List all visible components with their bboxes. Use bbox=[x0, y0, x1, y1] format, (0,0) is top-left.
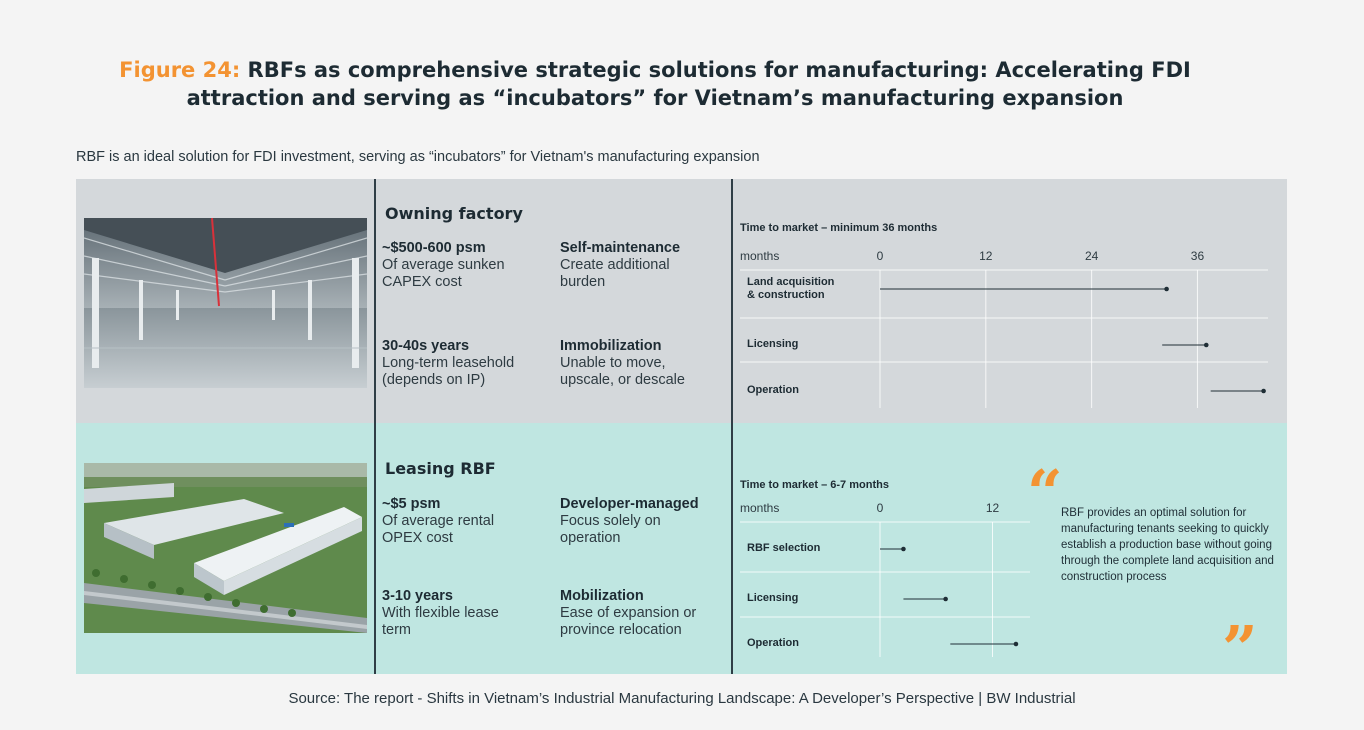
leasing-term-item bbox=[382, 587, 552, 639]
leasing-term-value: 3-10 years bbox=[382, 588, 453, 604]
gantt-task-end-marker bbox=[943, 597, 948, 602]
figure-label: Figure 24: bbox=[119, 58, 241, 82]
column-divider-2 bbox=[731, 179, 733, 674]
leasing-management-desc-1: Focus solely on bbox=[560, 513, 661, 529]
gantt-tick-label: 12 bbox=[979, 249, 993, 263]
title-line-1: RBFs as comprehensive strategic solutions for manufacturing: Accelerating FDI bbox=[247, 58, 1191, 82]
owning-term-desc-1: Long-term leasehold bbox=[382, 355, 515, 371]
warehouse-interior-photo bbox=[84, 218, 367, 388]
gantt-xlabel: months bbox=[740, 501, 780, 515]
leasing-term-desc-2: term bbox=[382, 622, 411, 638]
owning-maintenance-heading: Self-maintenance bbox=[560, 240, 681, 256]
gantt-chart-leasing bbox=[740, 477, 1030, 667]
owning-heading: Owning factory bbox=[385, 204, 523, 223]
leasing-term-desc-1: With flexible lease bbox=[382, 605, 499, 621]
column-divider-1 bbox=[374, 179, 376, 674]
owning-mobility-item bbox=[560, 337, 730, 389]
owning-cost-item bbox=[382, 239, 552, 291]
owning-maintenance-desc-1: Create additional bbox=[560, 257, 670, 273]
gantt-task-label: Operation bbox=[747, 637, 799, 649]
close-quote-icon: ” bbox=[1222, 612, 1258, 685]
open-quote-icon: “ bbox=[1027, 456, 1063, 529]
leasing-mobility-desc-1: Ease of expansion or bbox=[560, 605, 697, 621]
owning-term-item bbox=[382, 337, 552, 389]
gantt-task-end-marker bbox=[1014, 642, 1019, 647]
gantt-title: Time to market – minimum 36 months bbox=[740, 222, 938, 234]
gantt-task-label: Licensing bbox=[747, 592, 799, 604]
leasing-mobility-heading: Mobilization bbox=[560, 588, 644, 604]
quote-text: RBF provides an optimal solution for manufacturing tenants seeking to quickly establish a production base without going through the complete land acquisition and construction process bbox=[1061, 507, 1274, 583]
gantt-chart-owning bbox=[740, 220, 1270, 420]
gantt-tick-label: 0 bbox=[876, 501, 884, 515]
gantt-tick-label: 0 bbox=[876, 249, 884, 263]
owning-mobility-desc-2: upscale, or descale bbox=[560, 372, 685, 388]
industrial-park-aerial-photo bbox=[84, 463, 367, 633]
gantt-task-end-marker bbox=[1164, 287, 1169, 292]
leasing-management-item bbox=[560, 495, 730, 547]
gantt-tick-label: 24 bbox=[1084, 249, 1099, 263]
figure-title bbox=[0, 56, 1310, 112]
gantt-task-label: Land acquisition & construction bbox=[747, 276, 835, 301]
source-note: Source: The report - Shifts in Vietnam’s Industrial Manufacturing Landscape: A Developer’s Perspective | BW Industrial bbox=[288, 690, 1076, 707]
gantt-task-end-marker bbox=[901, 547, 906, 552]
owning-cost-desc-2: CAPEX cost bbox=[382, 274, 462, 290]
gantt-title: Time to market – 6-7 months bbox=[740, 479, 889, 491]
leasing-mobility-desc-2: province relocation bbox=[560, 622, 682, 638]
gantt-tick-label: 12 bbox=[985, 501, 1000, 515]
leasing-cost-desc-1: Of average rental bbox=[382, 513, 495, 529]
owning-cost-desc-1: Of average sunken bbox=[382, 257, 505, 273]
owning-term-value: 30-40s years bbox=[382, 338, 470, 354]
figure-subtitle: RBF is an ideal solution for FDI investment, serving as “incubators” for Vietnam's manufacturing expansion bbox=[76, 149, 760, 165]
title-line-2: attraction and serving as “incubators” for Vietnam’s manufacturing expansion bbox=[186, 86, 1124, 110]
owning-cost-value: ~$500-600 psm bbox=[382, 240, 486, 256]
owning-term-desc-2: (depends on IP) bbox=[382, 372, 486, 388]
leasing-mobility-item bbox=[560, 587, 730, 639]
gantt-tick-label: 36 bbox=[1190, 249, 1205, 263]
gantt-task-label: RBF selection bbox=[747, 542, 821, 554]
leasing-cost-desc-2: OPEX cost bbox=[382, 530, 453, 546]
leasing-cost-value: ~$5 psm bbox=[382, 496, 441, 512]
leasing-cost-item bbox=[382, 495, 552, 547]
owning-maintenance-item bbox=[560, 239, 730, 291]
gantt-task-label: Licensing bbox=[747, 338, 799, 350]
gantt-task-label: Operation bbox=[747, 384, 799, 396]
leasing-management-desc-2: operation bbox=[560, 530, 621, 546]
gantt-task-end-marker bbox=[1261, 389, 1266, 394]
owning-maintenance-desc-2: burden bbox=[560, 274, 606, 290]
leasing-heading: Leasing RBF bbox=[385, 459, 496, 478]
gantt-task-end-marker bbox=[1204, 343, 1209, 348]
leasing-management-heading: Developer-managed bbox=[560, 496, 699, 512]
owning-mobility-heading: Immobilization bbox=[560, 338, 662, 354]
gantt-xlabel: months bbox=[740, 249, 780, 263]
owning-mobility-desc-1: Unable to move, bbox=[560, 355, 666, 371]
